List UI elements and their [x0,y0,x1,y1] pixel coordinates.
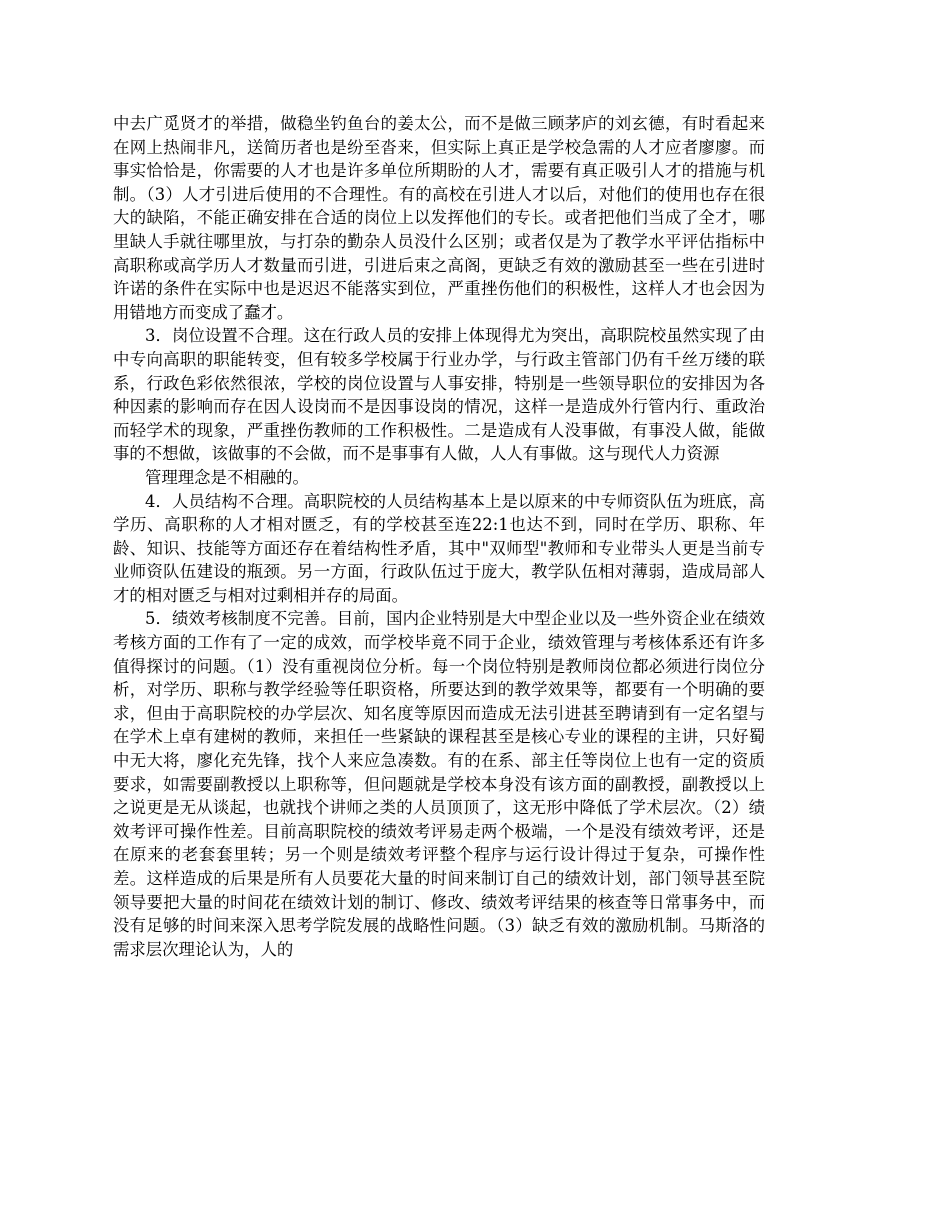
paragraph-talent-recruitment: 中去广觅贤才的举措，做稳坐钓鱼台的姜太公，而不是做三顾茅庐的刘玄德，有时看起来在网上热闹非凡，送简历者也是纷至沓来，但实际上真正是学校急需的人才应者廖廖。而事实恰恰是，你需要的人才也是许多单位所期盼的人才，需要有真正吸引人才的措施与机制。（3）人才引进后使用的不合理性。有的高校在引进人才以后，对他们的使用也存在很大的缺陷，不能正确安排在合适的岗位上以发挥他们的专长。或者把他们当成了全才，哪里缺人手就往哪里放，与打杂的勤杂人员没什么区别；或者仅是为了教学水平评估指标中高职称或高学历人才数量而引进，引进后束之高阁，更缺乏有效的激励甚至一些在引进时许诺的条件在实际中也是迟迟不能落实到位，严重挫伤他们的积极性，这样人才也会因为用错地方而变成了蠢才。 [113,114,765,322]
paragraph-post-setting: 3．岗位设置不合理。这在行政人员的安排上体现得尤为突出，高职院校虽然实现了由中专向高职的职能转变，但有较多学校属于行业办学，与行政主管部门仍有千丝万缕的联系，行政色彩依然很浓，学校的岗位设置与人事安排，特别是一些领导职位的安排因为各种因素的影响而存在因人设岗而不是因事设岗的情况，这样一是造成外行管内行、重政治而轻学术的现象，严重挫伤教师的工作积极性。二是造成有人没事做，有事没人做，能做事的不想做，该做事的不会做，而不是事事有人做，人人有事做。这与现代人力资源 [113,326,765,464]
paragraph-staff-structure: 4．人员结构不合理。高职院校的人员结构基本上是以原来的中专师资队伍为班底，高学历、高职称的人才相对匮乏，有的学校甚至连22:1也达不到，同时在学历、职称、年龄、知识、技能等方面还存在着结构性矛盾，其中"双师型"教师和专业带头人更是当前专业师资队伍建设的瓶颈。另一方面，行政队伍过于庞大，教学队伍相对薄弱，造成局部人才的相对匮乏与相对过剩相并存的局面。 [113,491,765,605]
paragraph-hr-concept: 管理理念是不相融的。 [145,467,309,487]
document-page [113,112,765,961]
paragraph-performance-appraisal: 5．绩效考核制度不完善。目前，国内企业特别是大中型企业以及一些外资企业在绩效考核方面的工作有了一定的成效，而学校毕竟不同于企业，绩效管理与考核体系还有许多值得探讨的问题。（1）没有重视岗位分析。每一个岗位特别是教师岗位都必须进行岗位分析，对学历、职称与教学经验等任职资格，所要达到的教学效果等，都要有一个明确的要求，但由于高职院校的办学层次、知名度等原因而造成无法引进甚至聘请到有一定名望与在学术上卓有建树的教师，来担任一些紧缺的课程甚至是核心专业的课程的主讲，只好蜀中无大将，廖化充先锋，找个人来应急凑数。有的在系、部主任等岗位上也有一定的资质要求，如需要副教授以上职称等，但问题就是学校本身没有该方面的副教授，副教授以上之说更是无从谈起，也就找个讲师之类的人员顶顶了，这无形中降低了学术层次。（2）绩效考评可操作性差。目前高职院校的绩效考评易走两个极端，一个是没有绩效考评，还是在原来的老套套里转；另一个则是绩效考评整个程序与运行设计得过于复杂，可操作性差。这样造成的后果是所有人员要花大量的时间来制订自己的绩效计划，部门领导甚至院领导要把大量的时间花在绩效计划的制订、修改、绩效考评结果的核查等日常事务中，而没有足够的时间来深入思考学院发展的战略性问题。（3）缺乏有效的激励机制。马斯洛的需求层次理论认为，人的 [113,609,765,959]
